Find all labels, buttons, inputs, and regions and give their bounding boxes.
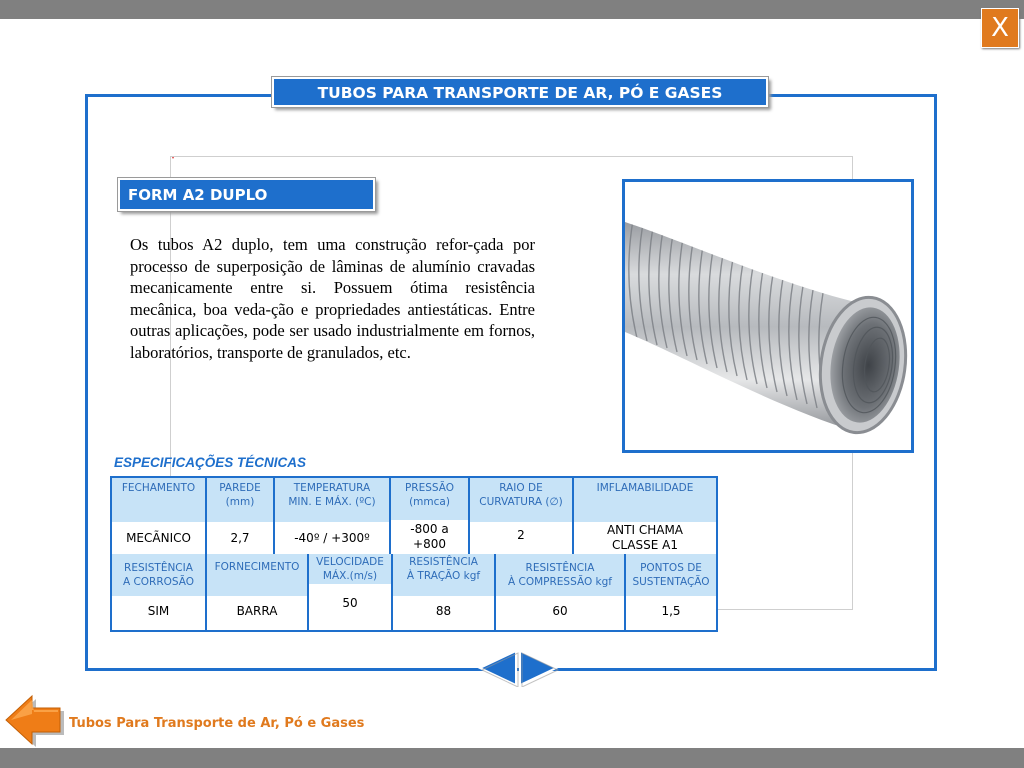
- spec-header-pressao: PRESSÃO (mmca): [391, 478, 468, 522]
- spec-value-inflamabilidade: ANTI CHAMA CLASSE A1: [574, 522, 716, 554]
- close-button[interactable]: X: [981, 8, 1019, 48]
- grid-line: [572, 478, 574, 554]
- spec-value-pressao: -800 a +800: [391, 520, 468, 554]
- product-name: FORM A2 DUPLO: [118, 178, 375, 211]
- spec-value-raio: 2: [470, 522, 572, 548]
- spec-header-fornecimento-fill: [207, 576, 307, 596]
- grid-line: [205, 478, 207, 630]
- grid-line: [468, 478, 470, 554]
- spec-value-sustentacao: 1,5: [626, 596, 716, 626]
- slide-marker: ▾: [172, 155, 175, 160]
- slide-navigation: [476, 649, 560, 687]
- spec-header-parede: PAREDE (mm): [207, 478, 273, 522]
- spec-value-fechamento: MECÃNICO: [112, 522, 205, 554]
- grid-line: [307, 554, 309, 630]
- duct-tube-image: [625, 182, 911, 450]
- spec-header-temperatura: TEMPERATURA MIN. E MÁX. (ºC): [275, 478, 389, 522]
- spec-header-raio: RAIO DE CURVATURA (∅): [470, 478, 572, 522]
- spec-value-temperatura: -40º / +300º: [275, 522, 389, 554]
- specs-heading: ESPECIFICAÇÕES TÉCNICAS: [114, 455, 307, 470]
- spec-value-compressao: 60: [496, 596, 624, 626]
- specs-table: [110, 476, 718, 632]
- spec-value-fornecimento: BARRA: [207, 596, 307, 626]
- spec-header-velocidade: VELOCIDADE MÁX.(m/s): [309, 554, 391, 584]
- arrow-right-icon[interactable]: [520, 651, 558, 687]
- spec-header-fechamento: FECHAMENTO: [112, 478, 205, 522]
- spec-header-tracao-fill: [393, 584, 494, 596]
- grid-line: [389, 478, 391, 554]
- grid-line: [624, 554, 626, 630]
- spec-value-parede: 2,7: [207, 522, 273, 554]
- grid-line: [494, 554, 496, 630]
- page-title: TUBOS PARA TRANSPORTE DE AR, PÓ E GASES: [272, 77, 768, 107]
- spec-header-sustentacao: PONTOS DE SUSTENTAÇÃO: [626, 554, 716, 596]
- footer-title: Tubos Para Transporte de Ar, Pó e Gases: [69, 716, 365, 731]
- spec-header-tracao: RESISTÊNCIA À TRAÇÃO kgf: [393, 554, 494, 584]
- back-arrow-icon: [4, 694, 64, 748]
- bottom-bar: [0, 748, 1024, 768]
- top-bar: [0, 0, 1024, 19]
- arrow-left-icon[interactable]: [480, 651, 518, 687]
- spec-header-compressao: RESISTÊNCIA À COMPRESSÃO kgf: [496, 554, 624, 596]
- spec-value-corrosao: SIM: [112, 596, 205, 626]
- spec-value-tracao: 88: [393, 596, 494, 626]
- product-description: Os tubos A2 duplo, tem uma construção refor-çada por processo de superposição de lâminas de alumínio cravadas mecanicamente entre si. Possuem ótima resistência mecânica, boa veda-ção e propriedades antiestáticas. Entre outras aplicações, pode ser usado industrialmente em fornos, laboratórios, transporte de granulados, etc.: [130, 235, 535, 362]
- grid-line: [273, 478, 275, 554]
- spec-header-corrosao: RESISTÊNCIA A CORROSÃO: [112, 554, 205, 596]
- grid-line: [391, 554, 393, 630]
- spec-header-inflamabilidade: IMFLAMABILIDADE: [574, 478, 716, 522]
- spec-value-velocidade: 50: [309, 584, 391, 622]
- back-button[interactable]: [4, 694, 64, 748]
- spec-header-fornecimento: FORNECIMENTO: [207, 554, 307, 576]
- product-photo: [622, 179, 914, 453]
